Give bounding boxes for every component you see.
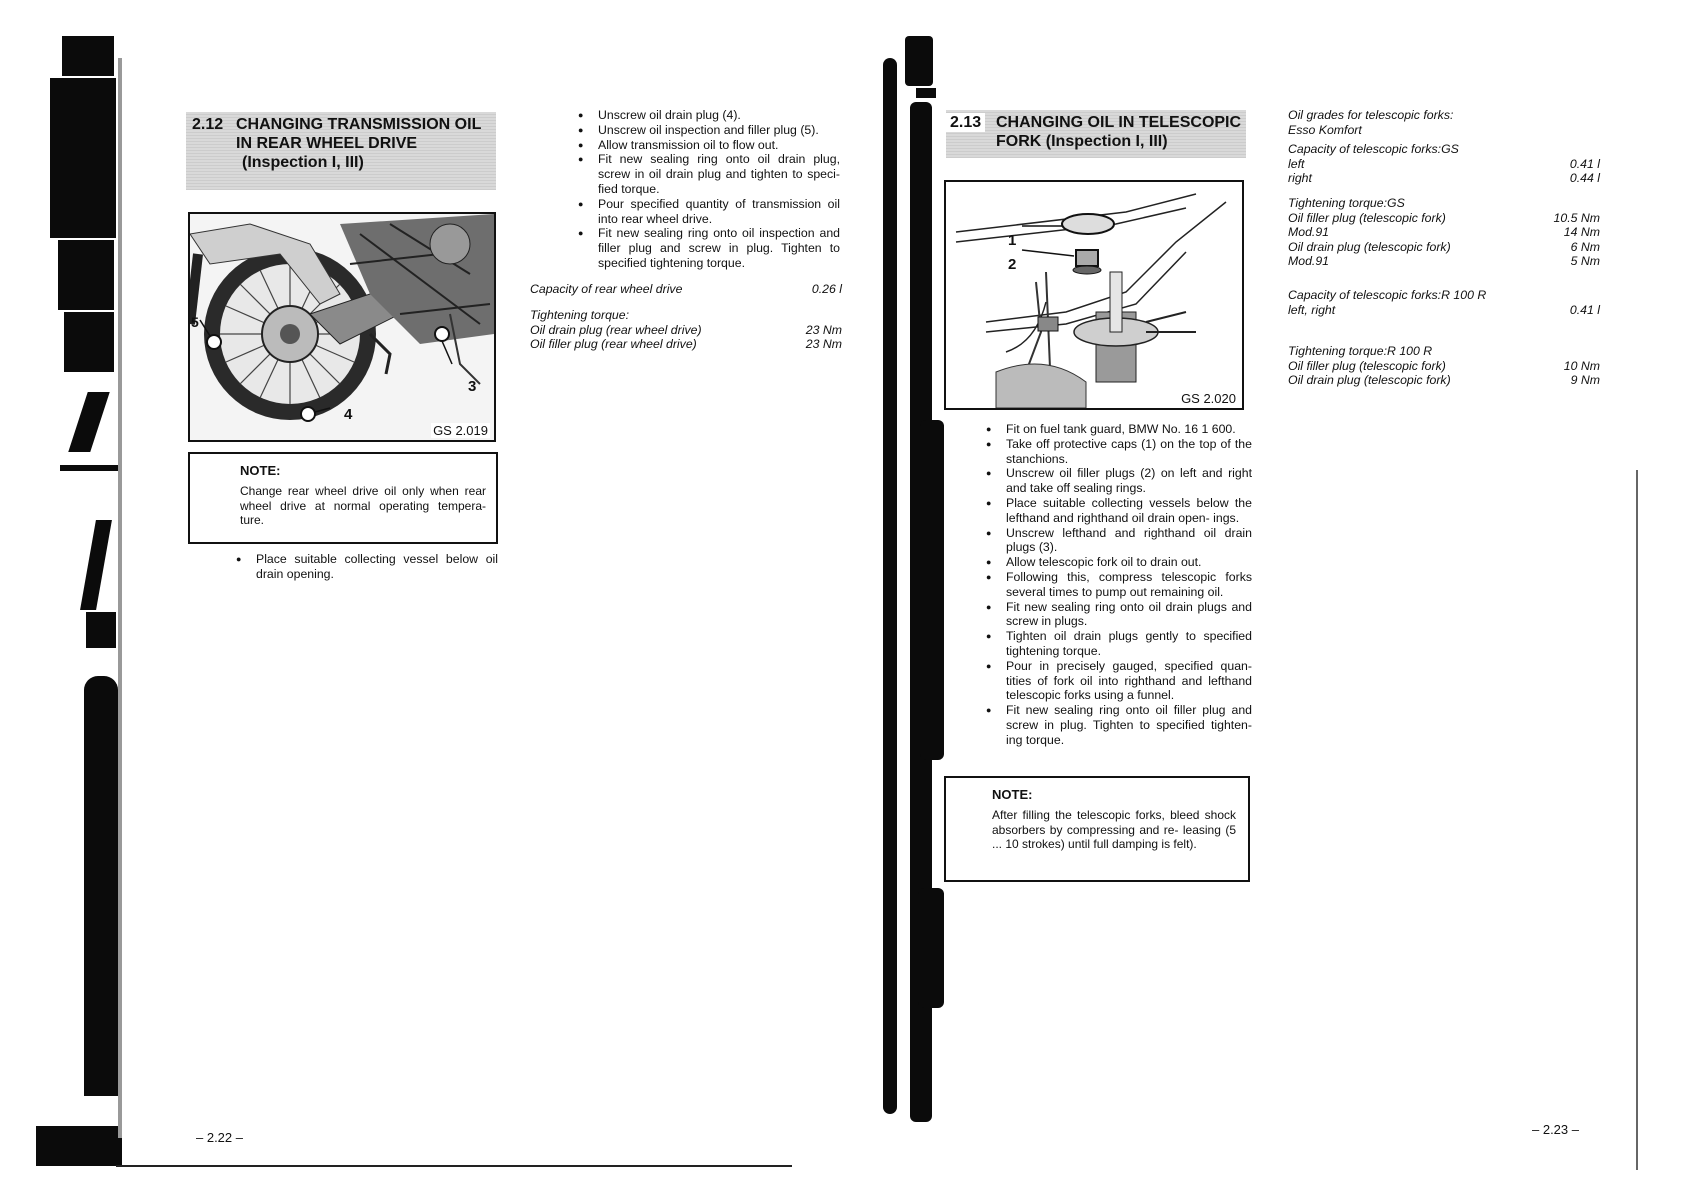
list-item: ● Allow telescopic fork oil to drain out. bbox=[986, 555, 1252, 570]
spec-row bbox=[1288, 254, 1600, 269]
spec-value: 0.41 l bbox=[1569, 302, 1600, 317]
spec-value: 0.41 l bbox=[1569, 156, 1600, 171]
spec-row bbox=[530, 337, 842, 352]
list-item: ● Fit new sealing ring onto oil drain plug, screw in oil drain plug and tighten to speci- fied torque. bbox=[578, 152, 840, 196]
list-item: ● Fit new sealing ring onto oil drain plugs and screw in plugs. bbox=[986, 600, 1252, 630]
page-number-right: – 2.23 – bbox=[1532, 1122, 1579, 1137]
list-item: ● Fit on fuel tank guard, BMW No. 16 1 600. bbox=[986, 422, 1252, 437]
note-body: After filling the telescopic forks, bleed shock absorbers by compressing and re- leasing (5 ... 10 strokes) until full damping is felt). bbox=[992, 808, 1236, 851]
spec-label: Oil drain plug (rear wheel drive) bbox=[530, 322, 702, 337]
telescopic-fork-illustration bbox=[946, 182, 1242, 408]
spec-capacity-r100 bbox=[1288, 288, 1600, 317]
section-heading-2-13 bbox=[946, 110, 1246, 158]
spec-label: left, right bbox=[1288, 302, 1336, 317]
list-item: ● Pour specified quantity of transmission oil into rear wheel drive. bbox=[578, 197, 840, 227]
list-item: ● Take off protective caps (1) on the top of the stanchions. bbox=[986, 437, 1252, 467]
rear-wheel-drive-illustration bbox=[190, 214, 494, 440]
spec-label: Oil filler plug (rear wheel drive) bbox=[530, 337, 697, 352]
figure-caption: GS 2.020 bbox=[1181, 391, 1236, 406]
spec-value: 10.5 Nm bbox=[1553, 210, 1600, 225]
spec-row bbox=[1288, 359, 1600, 374]
scan-artifact-right-rule bbox=[1636, 470, 1638, 1170]
spec-title: Capacity of telescopic forks:R 100 R bbox=[1288, 288, 1487, 302]
list-item: ● Fit new sealing ring onto oil filler plug and screw in plug. Tighten to specified tighten- ing torque. bbox=[986, 703, 1252, 747]
spec-label: Oil filler plug (telescopic fork) bbox=[1288, 210, 1446, 225]
list-item: ● Unscrew oil filler plugs (2) on left and right and take off sealing rings. bbox=[986, 466, 1252, 496]
spec-title: Oil grades for telescopic forks: bbox=[1288, 108, 1454, 122]
section-number: 2.13 bbox=[946, 113, 985, 132]
spec-value: 14 Nm bbox=[1563, 225, 1600, 240]
section-heading-2-12 bbox=[186, 112, 496, 190]
callout-5: 5 bbox=[191, 314, 199, 330]
section-title-line-3: (Inspection I, III) bbox=[242, 154, 364, 171]
spec-label: Mod.91 bbox=[1288, 225, 1330, 240]
capacity-label: Capacity of rear wheel drive bbox=[530, 282, 683, 296]
callout-1: 1 bbox=[1008, 232, 1017, 249]
spec-label: left bbox=[1288, 156, 1305, 171]
spec-value: 9 Nm bbox=[1570, 373, 1600, 388]
spec-row bbox=[1288, 211, 1600, 226]
list-item: ● Pour in precisely gauged, specified quan- tities of fork oil into righthand and lefthand telescopic forks using a funnel. bbox=[986, 659, 1252, 703]
spec-row bbox=[1288, 240, 1600, 255]
note-title: NOTE: bbox=[240, 463, 281, 478]
callout-4: 4 bbox=[344, 406, 353, 423]
list-item: ● Fit new sealing ring onto oil inspection and filler plug and screw in plug. Tighten to specified tightening torque. bbox=[578, 226, 840, 270]
spec-value: 23 Nm bbox=[805, 322, 842, 337]
note-box-telescopic bbox=[944, 776, 1250, 882]
spec-value: 5 Nm bbox=[1570, 254, 1600, 269]
torque-title: Tightening torque: bbox=[530, 308, 630, 322]
bullet-list-right bbox=[986, 422, 1252, 748]
figure-rear-wheel-drive bbox=[188, 212, 496, 442]
spec-torque-gs bbox=[1288, 196, 1600, 269]
spec-value: 10 Nm bbox=[1563, 358, 1600, 373]
spec-value: 23 Nm bbox=[805, 337, 842, 352]
spec-capacity-rear-wheel bbox=[530, 282, 842, 297]
bullet-list-left-col1 bbox=[236, 552, 498, 582]
spec-row bbox=[530, 323, 842, 338]
bullet-list-left-col2 bbox=[578, 108, 840, 271]
spec-label: Mod.91 bbox=[1288, 254, 1330, 269]
callout-2: 2 bbox=[1008, 256, 1017, 273]
spec-capacity-gs bbox=[1288, 142, 1600, 186]
spec-title: Capacity of telescopic forks:GS bbox=[1288, 142, 1459, 156]
spec-title: Tightening torque:R 100 R bbox=[1288, 344, 1433, 358]
list-item: ● Unscrew lefthand and righthand oil drain plugs (3). bbox=[986, 526, 1252, 556]
spec-value: Esso Komfort bbox=[1288, 122, 1362, 137]
spec-value: 6 Nm bbox=[1570, 239, 1600, 254]
callout-3: 3 bbox=[468, 378, 477, 395]
figure-caption: GS 2.019 bbox=[433, 423, 488, 438]
spec-row bbox=[1288, 157, 1600, 172]
page-number-left: – 2.22 – bbox=[196, 1130, 243, 1145]
list-item: ● Unscrew oil inspection and filler plug (5). bbox=[578, 123, 840, 138]
section-title-line-1: CHANGING TRANSMISSION OIL bbox=[236, 116, 482, 133]
spec-torque-r100 bbox=[1288, 344, 1600, 388]
list-item: ● Place suitable collecting vessel below oil drain opening. bbox=[236, 552, 498, 582]
spec-oil-grades bbox=[1288, 108, 1600, 137]
section-title-line-2: IN REAR WHEEL DRIVE bbox=[236, 135, 418, 152]
figure-telescopic-fork bbox=[944, 180, 1244, 410]
section-title-line-2: FORK (Inspection I, III) bbox=[996, 133, 1168, 150]
note-title: NOTE: bbox=[992, 787, 1033, 802]
list-item: ● Place suitable collecting vessels below the lefthand and righthand oil drain open- ings. bbox=[986, 496, 1252, 526]
capacity-value: 0.26 l bbox=[811, 282, 842, 296]
list-item: ● Unscrew oil drain plug (4). bbox=[578, 108, 840, 123]
spec-label: right bbox=[1288, 171, 1312, 186]
list-item: ● Allow transmission oil to flow out. bbox=[578, 138, 840, 153]
spec-label: Oil filler plug (telescopic fork) bbox=[1288, 358, 1446, 373]
note-box-rear-wheel bbox=[188, 452, 498, 544]
spec-title: Tightening torque:GS bbox=[1288, 196, 1405, 210]
list-item: ● Tighten oil drain plugs gently to specified tightening torque. bbox=[986, 629, 1252, 659]
spec-row bbox=[1288, 303, 1600, 318]
spec-label: Oil drain plug (telescopic fork) bbox=[1288, 239, 1451, 254]
spec-row bbox=[1288, 373, 1600, 388]
scan-artifact-bottom-rule bbox=[116, 1165, 792, 1167]
spec-value: 0.44 l bbox=[1569, 171, 1600, 186]
note-body: Change rear wheel drive oil only when rear wheel drive at normal operating tempera- ture. bbox=[240, 484, 486, 527]
spec-torque-rear-wheel bbox=[530, 308, 842, 352]
spec-row bbox=[1288, 171, 1600, 186]
section-title-line-1: CHANGING OIL IN TELESCOPIC bbox=[996, 114, 1242, 131]
list-item: ● Following this, compress telescopic forks several times to pump out remaining oil. bbox=[986, 570, 1252, 600]
spec-row bbox=[1288, 225, 1600, 240]
spec-label: Oil drain plug (telescopic fork) bbox=[1288, 373, 1451, 388]
section-number: 2.12 bbox=[192, 116, 224, 133]
